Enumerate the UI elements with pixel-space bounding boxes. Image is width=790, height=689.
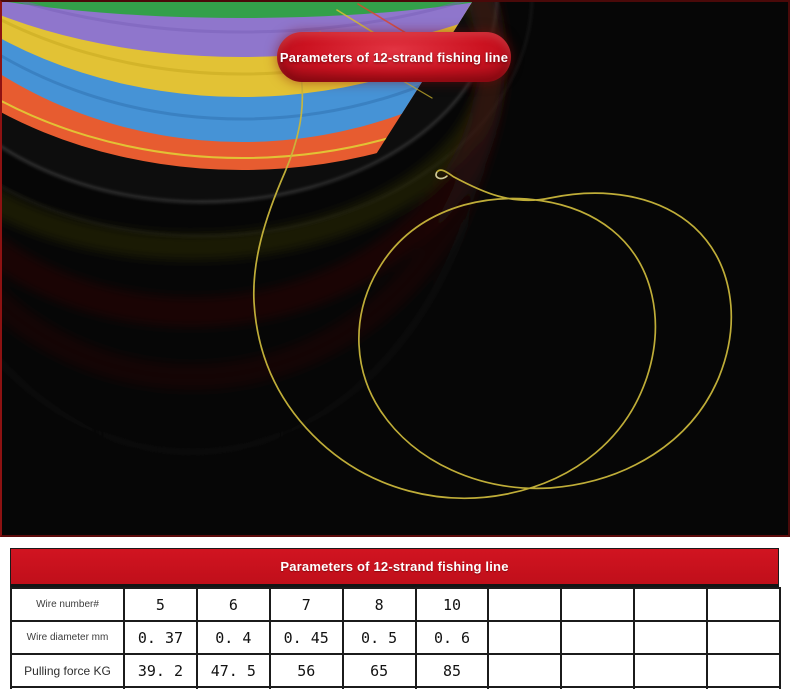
cell-empty: [634, 621, 707, 654]
cell-value: 8: [343, 588, 416, 621]
cell-empty: [488, 621, 561, 654]
table-row: [11, 621, 780, 654]
cell-empty: [634, 588, 707, 621]
cell-value: 0. 37: [124, 621, 197, 654]
cell-value: 56: [270, 654, 343, 687]
cell-value: 7: [270, 588, 343, 621]
photo-title-text: Parameters of 12-strand fishing line: [279, 49, 509, 65]
cell-value: 85: [416, 654, 489, 687]
cell-value: 0. 5: [343, 621, 416, 654]
cell-empty: [488, 588, 561, 621]
cell-empty: [561, 621, 634, 654]
cell-empty: [634, 654, 707, 687]
cell-empty: [561, 588, 634, 621]
table-title-bar: [10, 548, 779, 587]
spec-table: [10, 587, 781, 689]
cell-value: 10: [416, 588, 489, 621]
row-label-pulling-force: Pulling force KG: [11, 654, 124, 687]
spec-section: [10, 548, 779, 689]
cell-value: 65: [343, 654, 416, 687]
cell-empty: [561, 654, 634, 687]
table-row: [11, 588, 780, 621]
cell-value: 0. 45: [270, 621, 343, 654]
row-label-wire-diameter: Wire diameter mm: [11, 621, 124, 654]
cell-empty: [707, 621, 780, 654]
photo-title-badge: [277, 32, 511, 82]
row-label-wire-number: Wire number#: [11, 588, 124, 621]
table-row: [11, 654, 780, 687]
cell-empty: [707, 654, 780, 687]
cell-value: 0. 4: [197, 621, 270, 654]
cell-value: 47. 5: [197, 654, 270, 687]
cell-empty: [488, 654, 561, 687]
cell-empty: [707, 588, 780, 621]
cell-value: 5: [124, 588, 197, 621]
table-title-text: Parameters of 12-strand fishing line: [280, 559, 509, 574]
cell-value: 0. 6: [416, 621, 489, 654]
cell-value: 6: [197, 588, 270, 621]
cell-value: 39. 2: [124, 654, 197, 687]
